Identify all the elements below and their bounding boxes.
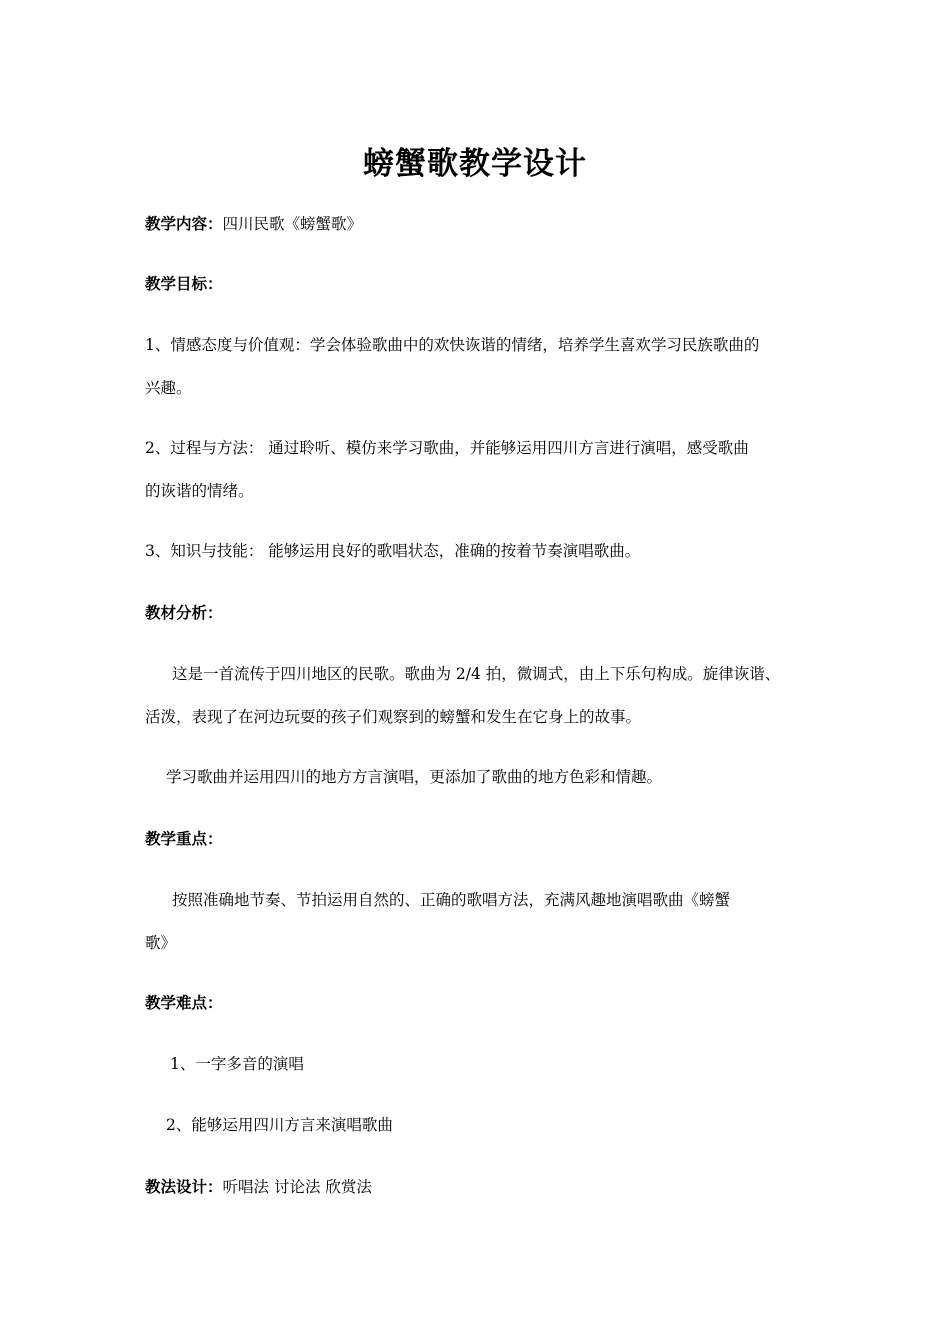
goal-item-3: 3、知识与技能： 能够运用良好的歌唱状态，准确的按着节奏演唱歌曲。 bbox=[145, 542, 641, 560]
difficulty-heading: 教学难点： bbox=[145, 993, 223, 1012]
keypoint-line-2: 歌》 bbox=[145, 934, 177, 952]
keypoint-heading: 教学重点： bbox=[145, 829, 223, 848]
analysis-para-1-line-2: 活泼，表现了在河边玩耍的孩子们观察到的螃蟹和发生在它身上的故事。 bbox=[145, 708, 642, 726]
goal-item-2-line-1: 2、过程与方法： 通过聆听、模仿来学习歌曲，并能够运用四川方言进行演唱，感受歌曲 bbox=[145, 439, 749, 457]
keypoint-line-1: 按照准确地节奏、节拍运用自然的、正确的歌唱方法，充满风趣地演唱歌曲《螃蟹 bbox=[172, 891, 731, 909]
content-line bbox=[145, 213, 362, 235]
analysis-para-1-line-1: 这是一首流传于四川地区的民歌。歌曲为 2/4 拍，微调式，由上下乐句构成。旋律诙谐、 bbox=[172, 665, 781, 683]
goal-item-2-line-2: 的诙谐的情绪。 bbox=[145, 482, 254, 500]
goals-heading: 教学目标： bbox=[145, 274, 223, 293]
content-label: 教学内容： bbox=[145, 214, 223, 233]
document-title: 螃蟹歌教学设计 bbox=[363, 146, 587, 182]
content-text: 四川民歌《螃蟹歌》 bbox=[222, 215, 363, 233]
goal-item-1-line-1: 1、情感态度与价值观：学会体验歌曲中的欢快诙谐的情绪，培养学生喜欢学习民族歌曲的 bbox=[145, 336, 760, 354]
method-text: 听唱法 讨论法 欣赏法 bbox=[222, 1178, 372, 1196]
difficulty-item-1: 1、一字多音的演唱 bbox=[170, 1055, 304, 1073]
method-label: 教法设计： bbox=[145, 1177, 223, 1196]
difficulty-item-2: 2、能够运用四川方言来演唱歌曲 bbox=[166, 1116, 393, 1134]
analysis-para-2: 学习歌曲并运用四川的地方方言演唱，更添加了歌曲的地方色彩和情趣。 bbox=[166, 768, 663, 786]
method-line bbox=[145, 1176, 372, 1198]
goal-item-1-line-2: 兴趣。 bbox=[145, 379, 192, 397]
analysis-heading: 教材分析： bbox=[145, 603, 223, 622]
